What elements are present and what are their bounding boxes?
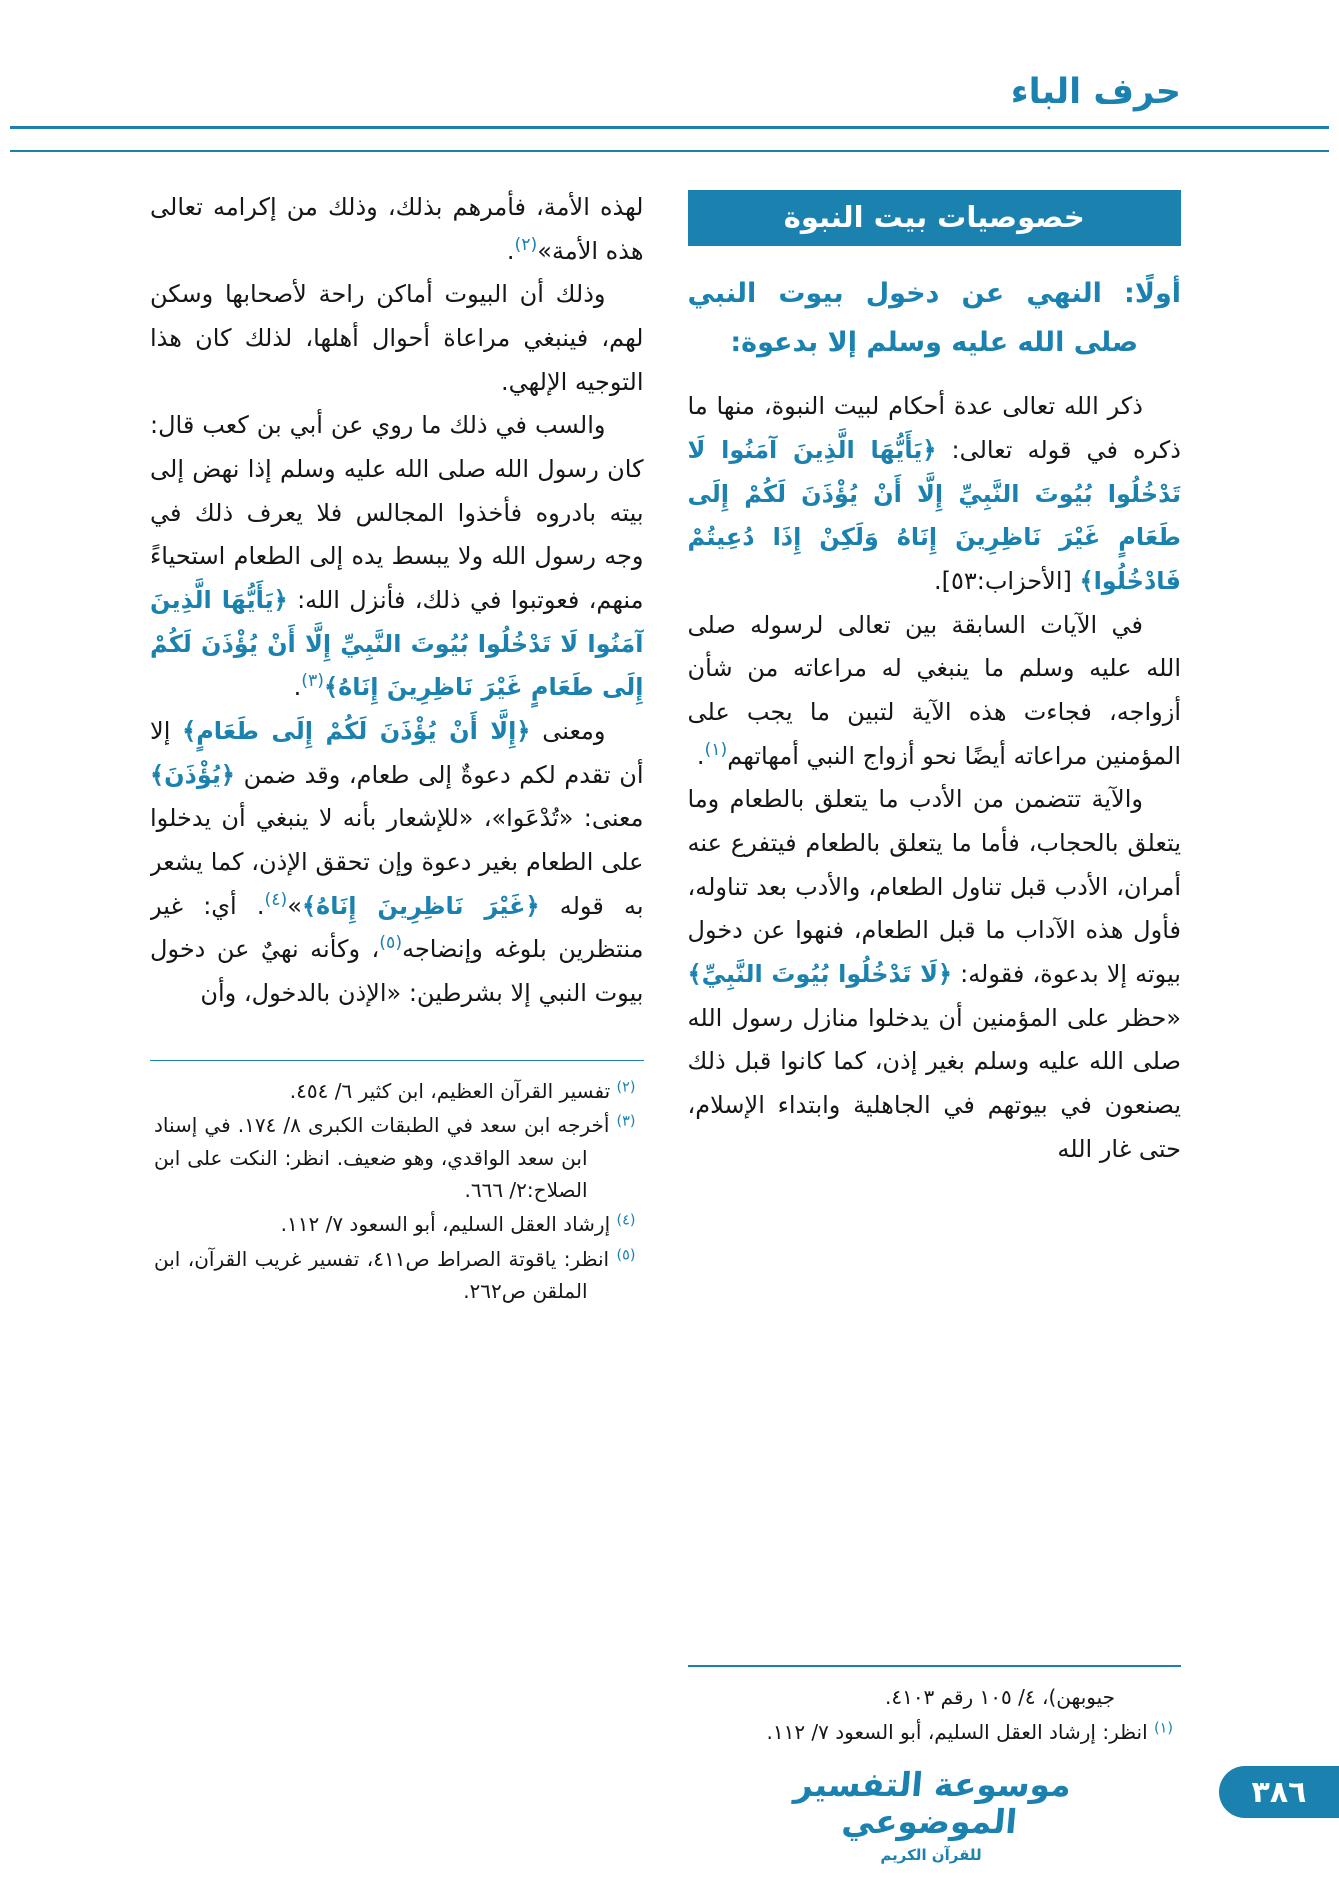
header-rule-top bbox=[10, 126, 1329, 129]
logo-calligraphy: موسوعة التفسير الموضوعي bbox=[792, 1765, 1073, 1842]
text-run: في الآيات السابقة بين تعالى لرسوله صلى الله عليه وسلم ما ينبغي له مراعاته من شأن أزواجه، فجاءت هذه الآية لتبين ما يجب على المؤمنين مراعاته أيضًا نحو أزواج النبي أمهاتهم bbox=[687, 610, 1181, 770]
paragraph bbox=[150, 273, 644, 404]
paragraph bbox=[688, 778, 1182, 1171]
paragraph bbox=[154, 1208, 636, 1240]
quran-text: ﴿يَأَيُّهَا الَّذِينَ آمَنُوا لَا تَدْخُلُوا بُيُوتَ النَّبِيِّ إِلَّا أَنْ يُؤْذَنَ لَكُمْ إِلَى طَعَامٍ غَيْرَ نَاظِرِينَ إِنَاهُ﴾ bbox=[150, 586, 644, 702]
left-column-footnotes bbox=[150, 1060, 644, 1310]
quran-text: ﴿إِلَّا أَنْ يُؤْذَنَ لَكُمْ إِلَى طَعَامٍ﴾ bbox=[182, 717, 531, 746]
quran-text: ﴿غَيْرَ نَاظِرِينَ إِنَاهُ﴾ bbox=[301, 891, 540, 920]
section-subheading: أولًا: النهي عن دخول بيوت النبي صلى الله عليه وسلم إلا بدعوة: bbox=[687, 278, 1181, 358]
text-run: والآية تتضمن من الأدب ما يتعلق بالطعام وما يتعلق بالحجاب، فأما ما يتعلق بالطعام فيتفرع عنه أمران، الأدب قبل تناول الطعام، والأدب بعد تناوله، فأول هذه الآداب ما قبل الطعام، فنهوا عن دخول بيوته إلا بدعوة، فقوله: bbox=[687, 785, 1181, 988]
quran-text: ﴿لَا تَدْخُلُوا بُيُوتَ النَّبِيِّ﴾ bbox=[687, 959, 953, 988]
text-run: ، وكأنه نهيٌ عن دخول بيوت النبي إلا بشرطين: «الإذن بالدخول، وأن bbox=[150, 935, 644, 1008]
footnote-separator bbox=[688, 1665, 1182, 1667]
text-run: . bbox=[696, 741, 705, 770]
text-run: لهذه الأمة، فأمرهم بذلك، وذلك من إكرامه تعالى هذه الأمة» bbox=[150, 193, 644, 265]
text-run: إلا أن تقدم لكم دعوةٌ إلى طعام، وقد ضمن bbox=[150, 717, 644, 789]
text-run: » bbox=[287, 891, 302, 920]
left-column-body bbox=[150, 186, 644, 1016]
paragraph bbox=[688, 385, 1182, 603]
paragraph bbox=[154, 1109, 636, 1206]
quran-text: ﴿يُؤْذَنَ﴾ bbox=[150, 760, 235, 789]
footnote-ref: (٢) bbox=[616, 1079, 636, 1096]
text-run: وذلك أن البيوت أماكن راحة لأصحابها وسكن لهم، فينبغي مراعاة أحوال أهلها، لذلك كان هذا التوجيه الإلهي. bbox=[150, 280, 644, 396]
text-run: . bbox=[506, 236, 515, 265]
footnote-ref: (٤) bbox=[616, 1212, 636, 1229]
footnote-ref: (٥) bbox=[379, 933, 403, 954]
text-run: [الأحزاب:٥٣]. bbox=[933, 566, 1080, 595]
text-run: «حظر على المؤمنين أن يدخلوا منازل رسول الله صلى الله عليه وسلم بغير إذن، كما كانوا قبل ذلك يصنعون في بيوتهم في الجاهلية وابتداء الإسلام، حتى غار الله bbox=[687, 1003, 1181, 1163]
text-run: . bbox=[293, 673, 302, 702]
paragraph bbox=[688, 604, 1182, 779]
text-run: ذكر الله تعالى عدة أحكام لبيت النبوة، منها ما ذكره في قوله تعالى: bbox=[687, 392, 1181, 464]
paragraph bbox=[692, 1716, 1174, 1748]
text-run: إرشاد العقل السليم، أبو السعود ٧/ ١١٢. bbox=[280, 1212, 617, 1237]
paragraph bbox=[150, 710, 644, 1016]
right-column-body bbox=[688, 385, 1182, 1171]
page-number: ٣٨٦ bbox=[1251, 1774, 1307, 1810]
right-column bbox=[688, 186, 1182, 1750]
footnote-list bbox=[688, 1681, 1182, 1748]
page-number-badge bbox=[1219, 1766, 1339, 1818]
footnote-ref: (١) bbox=[1154, 1720, 1173, 1737]
paragraph bbox=[150, 186, 644, 273]
paragraph bbox=[154, 1075, 636, 1107]
footnote-ref: (١) bbox=[704, 739, 728, 760]
quran-text: ﴿يَأَيُّهَا الَّذِينَ آمَنُوا لَا تَدْخُلُوا بُيُوتَ النَّبِيِّ إِلَّا أَنْ يُؤْذَنَ لَكُمْ إِلَى طَعَامٍ غَيْرَ نَاظِرِينَ إِنَاهُ وَلَكِنْ إِذَا دُعِيتُمْ فَادْخُلُوا﴾ bbox=[687, 435, 1181, 595]
left-column bbox=[150, 186, 644, 1750]
footnote-ref: (٤) bbox=[264, 889, 288, 910]
text-run: . أي: غير منتظرين بلوغه وإنضاجه bbox=[150, 891, 644, 964]
footnote-ref: (٣) bbox=[616, 1113, 636, 1130]
header-rule-bottom bbox=[10, 150, 1329, 152]
footnote-list bbox=[150, 1075, 644, 1308]
text-run: جيوبهن)، ٤/ ١٠٥ رقم ٤١٠٣. bbox=[884, 1685, 1115, 1710]
paragraph bbox=[154, 1243, 636, 1308]
footnote-ref: (٣) bbox=[301, 671, 325, 692]
content-columns bbox=[150, 186, 1181, 1750]
text-run: انظر: إرشاد العقل السليم، أبو السعود ٧/ ١١٢. bbox=[766, 1719, 1155, 1744]
logo-subtitle: للقرآن الكريم bbox=[880, 1846, 982, 1864]
footnote-ref: (٢) bbox=[514, 234, 538, 255]
publisher-logo bbox=[761, 1767, 1101, 1864]
text-run: والسب في ذلك ما روي عن أبي بن كعب قال: كان رسول الله صلى الله عليه وسلم إذا نهض إلى بيته بادروه فأخذوا المجالس فلا يعرف ذلك في وجه رسول الله ولا يبسط يده إلى الطعام استحياءً منهم، فعوتبوا في ذلك، فأنزل الله: bbox=[150, 411, 644, 615]
text-run: معنى: «تُدْعَوا»، «للإشعار بأنه لا ينبغي أن يدخلوا على الطعام بغير دعوة وإن تحقق الإذن، كما يشعر به قوله bbox=[150, 804, 644, 920]
footnote-ref: (٥) bbox=[616, 1247, 636, 1264]
right-column-footnotes bbox=[688, 1665, 1182, 1750]
text-run: ومعنى bbox=[530, 717, 606, 746]
footnote-separator bbox=[150, 1060, 644, 1061]
section-title-box: خصوصيات بيت النبوة bbox=[688, 190, 1182, 246]
paragraph bbox=[692, 1681, 1174, 1713]
chapter-title: حرف الباء bbox=[1010, 72, 1181, 112]
paragraph bbox=[150, 404, 644, 710]
text-run: انظر: ياقوتة الصراط ص٤١١، تفسير غريب القرآن، ابن الملقن ص٢٦٢. bbox=[154, 1246, 617, 1304]
text-run: أخرجه ابن سعد في الطبقات الكبرى ٨/ ١٧٤. في إسناد ابن سعد الواقدي، وهو ضعيف. انظر: النكت على ابن الصلاح:٢/ ٦٦٦. bbox=[154, 1113, 617, 1202]
text-run: تفسير القرآن العظيم، ابن كثير ٦/ ٤٥٤. bbox=[289, 1078, 617, 1103]
